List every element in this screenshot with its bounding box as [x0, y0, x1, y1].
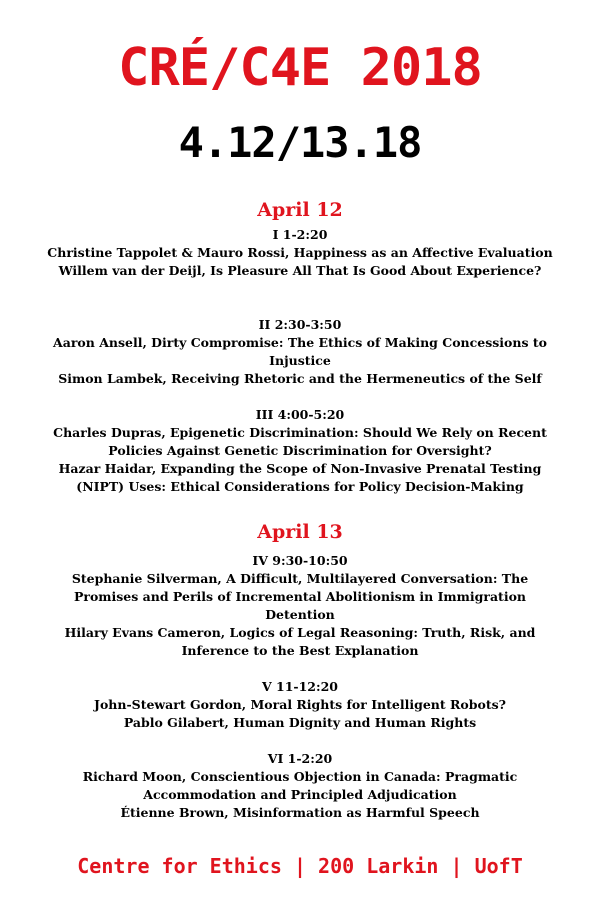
talk-item: Christine Tappolet & Mauro Rossi, Happiness as an Affective Evaluation [47, 245, 553, 260]
session-i [40, 226, 560, 280]
talk-item: Étienne Brown, Misinformation as Harmful Speech [120, 805, 480, 820]
poster-dates: 4.12/13.18 [178, 118, 422, 167]
talk-item: Stephanie Silverman, A Difficult, Multilayered Conversation: The Promises and Perils of Incremental Abolitionism in Immigration Detention [71, 571, 529, 622]
talk-item: Simon Lambek, Receiving Rhetoric and the Hermeneutics of the Self [58, 371, 542, 386]
session-time: V 11-12:20 [261, 679, 339, 694]
session-time: I 1-2:20 [272, 227, 328, 242]
session-iv [40, 552, 560, 660]
talk-item: Hazar Haidar, Expanding the Scope of Non-Invasive Prenatal Testing (NIPT) Uses: Ethical Considerations for Policy Decision-Making [58, 461, 542, 494]
session-v [40, 678, 560, 732]
session-time: IV 9:30-10:50 [252, 553, 348, 568]
talk-item: John-Stewart Gordon, Moral Rights for Intelligent Robots? [94, 697, 506, 712]
talk-item: Aaron Ansell, Dirty Compromise: The Ethics of Making Concessions to Injustice [53, 335, 547, 368]
session-ii [40, 316, 560, 388]
day-heading-april-13: April 13 [257, 521, 343, 543]
session-iii [40, 406, 560, 496]
session-time: III 4:00-5:20 [255, 407, 345, 422]
session-time: II 2:30-3:50 [258, 317, 342, 332]
poster-title: CRÉ/C4E 2018 [118, 38, 482, 98]
venue-footer: Centre for Ethics | 200 Larkin | UofT [77, 854, 523, 878]
session-vi [40, 750, 560, 822]
talk-item: Charles Dupras, Epigenetic Discrimination: Should We Rely on Recent Policies Against Genetic Discrimination for Oversight? [53, 425, 547, 458]
talk-item: Hilary Evans Cameron, Logics of Legal Reasoning: Truth, Risk, and Inference to the Best Explanation [64, 625, 536, 658]
talk-item: Willem van der Deijl, Is Pleasure All That Is Good About Experience? [58, 263, 542, 278]
session-time: VI 1-2:20 [267, 751, 333, 766]
talk-item: Pablo Gilabert, Human Dignity and Human Rights [123, 715, 477, 730]
day-heading-april-12: April 12 [257, 199, 343, 221]
talk-item: Richard Moon, Conscientious Objection in Canada: Pragmatic Accommodation and Principled Adjudication [82, 769, 518, 802]
